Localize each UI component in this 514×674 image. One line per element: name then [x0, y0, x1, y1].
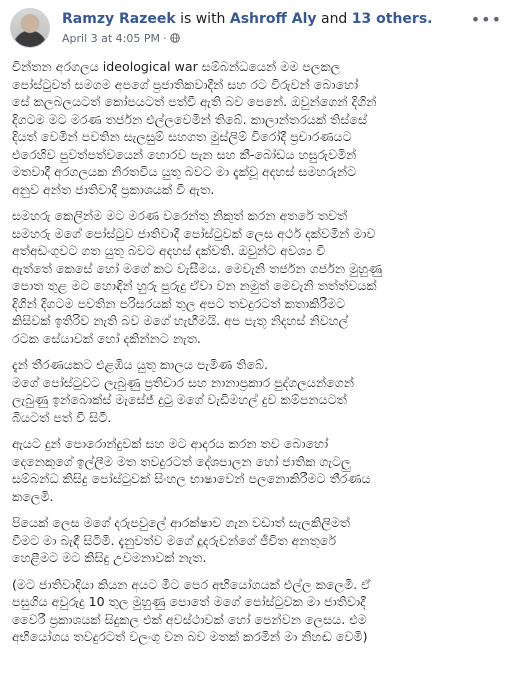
post-timestamp[interactable]: April 3 at 4:05 PM [62, 32, 161, 45]
post-paragraph: (මට ජාතිවාදියා කියන අයට මීට පෙර අභියෝගයක් එල්ල කලෙමි. ඒ පසුගිය අවුරුදු 10 තුල මුහුණු පොතේ මගේ පෝස්ටුවක මා ජාතිවාදී වෛරී ප්‍රකාශයක් සිදුකල එක් අවස්ථාවක් හෝ පෙන්වන ලෙසය. එම අභියෝගය තවදුරටත් වලංගු වන බව මතක් කරමින් මා නිහඬ වෙමි) [12, 576, 371, 644]
post-paragraph: පියෙක් ලෙස මගේ දරුපවුලේ ආරක්ෂාව ගැන වඩාත් සැලකිලිමත් වීමට මා බැඳී සිටිමි. දැනුවත්ව මගේ දූදරුවන්ගේ ජීවිත අනතුරේ හෙළීමට මට කිසිදු උවමනාවක් නැත. [12, 515, 351, 565]
more-options-icon[interactable]: ••• [470, 10, 502, 29]
tagged-user-link[interactable]: Ashroff Aly [229, 11, 317, 27]
tagged-others-link[interactable]: 13 others. [351, 11, 433, 27]
post-paragraph: සමහරු කෙලින්ම මට මරණ වරෙන්තු නිකුත් කරන අතරේ තවත් සමහරු මගේ පෝස්ටුව ජාතිවාදී පෝස්ටුවක් ලෙස අර්ථ දක්වමින් මාව අත්අඩංගුවට ගත යුතු බවට අදහස් දක්වති. ඔවුන්ට අවශ්‍ය වී ඇත්තේ කෙසේ හෝ මගේ කට වැසීමය. මෙවැනි තර්ජන ගර්ජන මුහුණු පොත තුළ මට හොඳින් හුරු පුරුදු ඒවා වන නමුත් මෙවැනි තත්ත්වයක් දිගින් දිගටම පවතින පරිසරයක් තුල අපට තවදුරටත් කතාකිරීමට කිසිවක් ඉතිරිව නැති බව මගේ හැඟීමයි. අප පැතූ නිදහස් නිවහල් රටක සේයාවක් හෝ දකින්නට නැත. [12, 208, 383, 346]
and-text: and [320, 11, 348, 27]
with-text: is with [180, 11, 226, 27]
post-header [10, 6, 504, 50]
post-paragraph: දැන් තීරණයකට එළඹිය යුතු කාලය පැමිණ තිබේ. මගේ පෝස්ටුවට ලැබුණු ප්‍රතිචාර සහ නානාප්‍රකාර පුද්ගලයන්ගෙන් ලැබුණු ඉන්බොක්ස් මැසේජ් දුටු මගේ වැඩිමහල් දුව කම්පනයටත් බියටත් පත් වී සිටී. [12, 357, 354, 425]
post-content [12, 58, 502, 655]
author-avatar[interactable] [10, 8, 50, 48]
post-paragraph: චින්තන අරගලය ideological war සම්බන්ධයෙන් මම පලකල පෝස්ටුවත් සමගම අපගේ ප්‍රජාතිකවාදීන් සහ රට විරුවන් බොහෝ සේ කලබලයටත් කෝපයටත් පත්වී ඇති බව පෙනේ. ඔවුන්ගෙන් දිගින් දිගටම මට මරණ තර්ජන එල්ලවෙමින් තිබේ. කාලාන්තරයක් තිස්සේ දියත් වෙමින් පවතින සැලසුම් සහගත මුස්ලිම් විරෝදී ප්‍රචාරණයට එරෙහිව පුවත්පත්වයෙන් හොරව පැන සහ කී-බෝඩය හසුරුවමින් මතවාදී අරගලයක නිරතවිය යුතු බවට මා දැක්වූ අදහස් සමහරුන්ට අනුව අන්ත ජාතිවාදී ප්‍රකාශයක් වී ඇත. [12, 59, 377, 197]
post-meta [62, 32, 180, 46]
author-line [62, 10, 432, 28]
meta-separator: · [163, 32, 167, 45]
globe-icon[interactable] [170, 33, 180, 43]
author-name-link[interactable]: Ramzy Razeek [62, 11, 176, 27]
post-paragraph: ඇයට දුන් පොරොන්දුවක් සහ මට ආදරය කරන තව බොහෝ දෙනෙකුගේ ඉල්ලීම මත තවදුරටත් දේශපාලන හෝ ජාතික ගැටලු සම්බන්ධ කිසිදු පෝස්ටුවක් සිංහල භාෂාවෙන් පලනොකිරීමට තීරණය කලෙමි. [12, 436, 371, 504]
